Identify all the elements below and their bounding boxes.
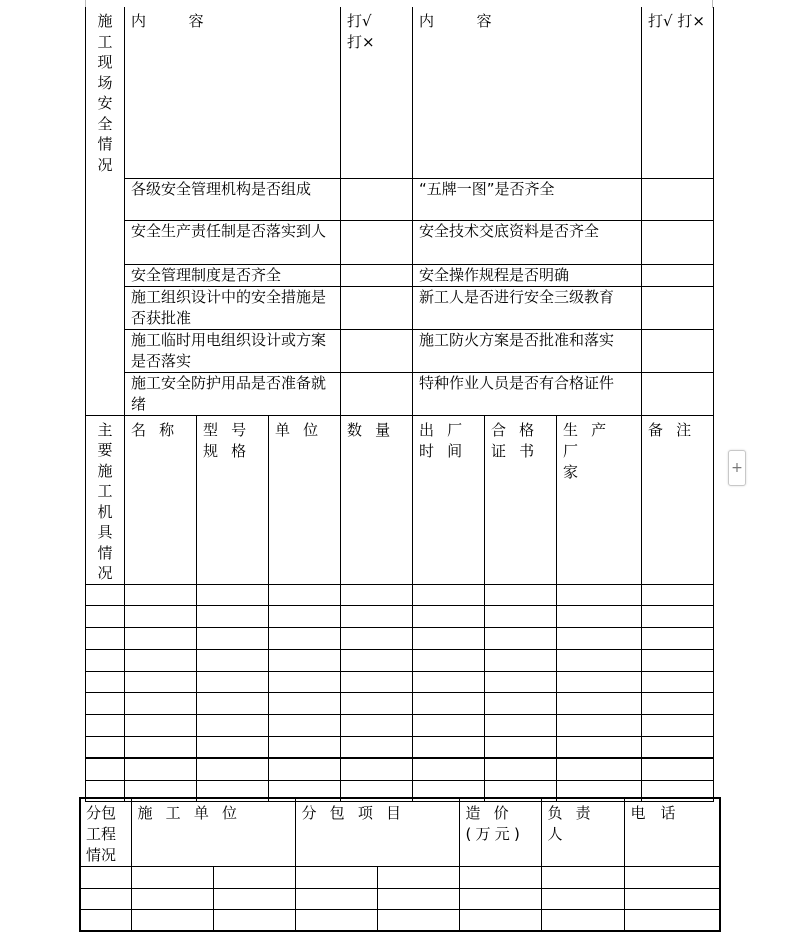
subcontract-section-label: 分包工程情况 (80, 798, 131, 867)
equipment-cell[interactable] (413, 693, 485, 715)
equipment-cell[interactable] (197, 693, 269, 715)
equipment-cell[interactable] (86, 649, 125, 671)
equipment-cell[interactable] (485, 606, 557, 628)
subcontract-cell[interactable] (624, 910, 720, 932)
equipment-cell[interactable] (125, 737, 197, 759)
equipment-cell[interactable] (557, 671, 642, 693)
safety-item-left: 各级安全管理机构是否组成 (125, 178, 341, 220)
equipment-cell[interactable] (86, 671, 125, 693)
sub-header-phone: 电 话 (624, 798, 720, 867)
subcontract-blank-rows (80, 867, 720, 932)
equipment-row (86, 737, 714, 759)
equipment-row (86, 628, 714, 650)
equipment-cell[interactable] (125, 758, 197, 780)
equipment-cell[interactable] (485, 649, 557, 671)
equipment-cell[interactable] (197, 715, 269, 737)
equipment-cell[interactable] (642, 671, 714, 693)
equipment-row (86, 715, 714, 737)
equipment-cell[interactable] (341, 671, 413, 693)
equipment-cell[interactable] (557, 606, 642, 628)
sub-header-project: 分 包 项 目 (295, 798, 459, 867)
check-cell[interactable] (642, 286, 714, 329)
equipment-cell[interactable] (557, 649, 642, 671)
equipment-cell[interactable] (125, 584, 197, 606)
equip-header-manufacturer: 生 产 厂 家 (557, 415, 642, 584)
check-cell[interactable] (642, 329, 714, 372)
safety-item-right: 特种作业人员是否有合格证件 (413, 372, 642, 415)
equipment-cell[interactable] (125, 606, 197, 628)
equipment-cell[interactable] (341, 606, 413, 628)
safety-item-row (86, 286, 714, 329)
equipment-cell[interactable] (125, 671, 197, 693)
equipment-cell[interactable] (125, 649, 197, 671)
subcontract-cell[interactable] (131, 910, 213, 932)
equipment-cell[interactable] (413, 671, 485, 693)
equipment-section-label: 主要施工机具情况 (86, 415, 125, 584)
equipment-cell[interactable] (642, 628, 714, 650)
check-cell[interactable] (642, 220, 714, 264)
subcontract-row (80, 867, 720, 889)
equipment-row (86, 758, 714, 780)
subcontract-cell[interactable] (541, 867, 624, 889)
sub-header-person-in-charge: 负 责 人 (541, 798, 624, 867)
equipment-cell[interactable] (485, 737, 557, 759)
safety-item-right: “五牌一图”是否齐全 (413, 178, 642, 220)
equipment-cell[interactable] (269, 758, 341, 780)
subcontract-header-row (80, 798, 720, 867)
equipment-cell[interactable] (413, 628, 485, 650)
safety-item-row (86, 220, 714, 264)
safety-item-right: 安全技术交底资料是否齐全 (413, 220, 642, 264)
check-cell[interactable] (341, 264, 413, 286)
subcontract-cell[interactable] (459, 888, 541, 910)
equipment-cell[interactable] (485, 758, 557, 780)
check-cell[interactable] (642, 264, 714, 286)
equipment-cell[interactable] (413, 649, 485, 671)
safety-item-left: 施工安全防护用品是否准备就绪 (125, 372, 341, 415)
equipment-cell[interactable] (86, 584, 125, 606)
equipment-cell[interactable] (341, 758, 413, 780)
equipment-cell[interactable] (269, 584, 341, 606)
subcontract-cell[interactable] (131, 867, 213, 889)
equipment-cell[interactable] (269, 715, 341, 737)
safety-item-right: 新工人是否进行安全三级教育 (413, 286, 642, 329)
content-header-left: 内 容 (125, 7, 341, 178)
subcontract-cell[interactable] (80, 867, 131, 889)
equipment-cell[interactable] (125, 628, 197, 650)
subcontract-cell[interactable] (80, 888, 131, 910)
subcontract-cell[interactable] (295, 867, 377, 889)
check-header-left: 打√ 打× (341, 7, 413, 178)
check-cell[interactable] (642, 372, 714, 415)
safety-header-row (86, 7, 714, 178)
equipment-row (86, 584, 714, 606)
equipment-cell[interactable] (269, 628, 341, 650)
safety-item-row (86, 178, 714, 220)
subcontract-cell[interactable] (541, 910, 624, 932)
check-cell[interactable] (341, 372, 413, 415)
subcontract-cell[interactable] (377, 910, 459, 932)
equipment-cell[interactable] (557, 737, 642, 759)
equipment-row (86, 671, 714, 693)
equipment-cell[interactable] (341, 584, 413, 606)
subcontract-cell[interactable] (624, 888, 720, 910)
check-cell[interactable] (642, 178, 714, 220)
equip-header-name: 名 称 (125, 415, 197, 584)
equipment-cell[interactable] (197, 649, 269, 671)
safety-item-left: 安全生产责任制是否落实到人 (125, 220, 341, 264)
check-cell[interactable] (341, 178, 413, 220)
equipment-cell[interactable] (269, 649, 341, 671)
subcontract-table (79, 797, 721, 932)
equipment-cell[interactable] (642, 758, 714, 780)
equip-header-quantity: 数 量 (341, 415, 413, 584)
equip-header-certificate: 合 格 证 书 (485, 415, 557, 584)
equipment-cell[interactable] (642, 715, 714, 737)
subcontract-cell[interactable] (131, 888, 213, 910)
equipment-cell[interactable] (485, 693, 557, 715)
safety-item-row (86, 329, 714, 372)
equipment-row (86, 693, 714, 715)
equipment-cell[interactable] (86, 758, 125, 780)
equipment-cell[interactable] (413, 737, 485, 759)
equipment-cell[interactable] (413, 584, 485, 606)
equipment-cell[interactable] (341, 693, 413, 715)
equipment-cell[interactable] (86, 737, 125, 759)
equipment-cell[interactable] (269, 606, 341, 628)
safety-equipment-table (85, 7, 714, 802)
content-header-right: 内 容 (413, 7, 642, 178)
check-cell[interactable] (341, 286, 413, 329)
subcontract-cell[interactable] (213, 888, 295, 910)
equip-header-remarks: 备 注 (642, 415, 714, 584)
safety-item-left: 施工临时用电组织设计或方案是否落实 (125, 329, 341, 372)
subcontract-cell[interactable] (541, 888, 624, 910)
equipment-cell[interactable] (86, 693, 125, 715)
equipment-cell[interactable] (197, 671, 269, 693)
equipment-cell[interactable] (485, 584, 557, 606)
equipment-cell[interactable] (341, 628, 413, 650)
safety-item-right: 施工防火方案是否批准和落实 (413, 329, 642, 372)
equipment-cell[interactable] (341, 715, 413, 737)
equipment-cell[interactable] (86, 715, 125, 737)
equipment-cell[interactable] (197, 737, 269, 759)
equipment-cell[interactable] (269, 671, 341, 693)
subcontract-cell[interactable] (459, 910, 541, 932)
equipment-cell[interactable] (557, 584, 642, 606)
equipment-cell[interactable] (557, 693, 642, 715)
equipment-cell[interactable] (485, 671, 557, 693)
subcontract-cell[interactable] (624, 867, 720, 889)
subcontract-cell[interactable] (295, 888, 377, 910)
equipment-cell[interactable] (341, 737, 413, 759)
subcontract-cell[interactable] (80, 910, 131, 932)
equip-header-factory-date: 出 厂 时 间 (413, 415, 485, 584)
safety-section-label: 施工现场安全情况 (86, 7, 125, 415)
equipment-cell[interactable] (341, 649, 413, 671)
equipment-cell[interactable] (197, 628, 269, 650)
equipment-header-row (86, 415, 714, 584)
safety-item-left: 施工组织设计中的安全措施是否获批准 (125, 286, 341, 329)
equipment-cell[interactable] (413, 606, 485, 628)
equipment-cell[interactable] (485, 715, 557, 737)
equipment-cell[interactable] (642, 693, 714, 715)
equipment-cell[interactable] (485, 628, 557, 650)
equipment-cell[interactable] (125, 693, 197, 715)
equipment-cell[interactable] (125, 715, 197, 737)
equip-header-unit: 单 位 (269, 415, 341, 584)
equipment-cell[interactable] (642, 737, 714, 759)
safety-item-left: 安全管理制度是否齐全 (125, 264, 341, 286)
subcontract-row (80, 910, 720, 932)
subcontract-cell[interactable] (295, 910, 377, 932)
subcontract-cell[interactable] (213, 867, 295, 889)
safety-item-right: 安全操作规程是否明确 (413, 264, 642, 286)
equipment-cell[interactable] (557, 758, 642, 780)
sub-header-cost: 造 价 (万元) (459, 798, 541, 867)
subcontract-cell[interactable] (377, 888, 459, 910)
sub-header-construction-unit: 施 工 单 位 (131, 798, 295, 867)
equipment-blank-rows (86, 584, 714, 802)
equipment-cell[interactable] (642, 606, 714, 628)
equipment-cell[interactable] (269, 693, 341, 715)
subcontract-cell[interactable] (213, 910, 295, 932)
add-row-button[interactable]: + (728, 450, 746, 486)
equipment-cell[interactable] (413, 758, 485, 780)
check-cell[interactable] (341, 220, 413, 264)
equipment-cell[interactable] (557, 715, 642, 737)
subcontract-row (80, 888, 720, 910)
equipment-cell[interactable] (86, 628, 125, 650)
equipment-cell[interactable] (413, 715, 485, 737)
check-cell[interactable] (341, 329, 413, 372)
equipment-cell[interactable] (197, 584, 269, 606)
equipment-cell[interactable] (642, 584, 714, 606)
equipment-cell[interactable] (86, 606, 125, 628)
equipment-row (86, 606, 714, 628)
subcontract-cell[interactable] (377, 867, 459, 889)
safety-item-row (86, 372, 714, 415)
equipment-cell[interactable] (557, 628, 642, 650)
equipment-cell[interactable] (269, 737, 341, 759)
safety-item-row (86, 264, 714, 286)
equipment-cell[interactable] (197, 758, 269, 780)
equip-header-model: 型 号 规 格 (197, 415, 269, 584)
equipment-cell[interactable] (642, 649, 714, 671)
check-header-right: 打√ 打× (642, 7, 714, 178)
equipment-cell[interactable] (197, 606, 269, 628)
subcontract-cell[interactable] (459, 867, 541, 889)
equipment-row (86, 649, 714, 671)
